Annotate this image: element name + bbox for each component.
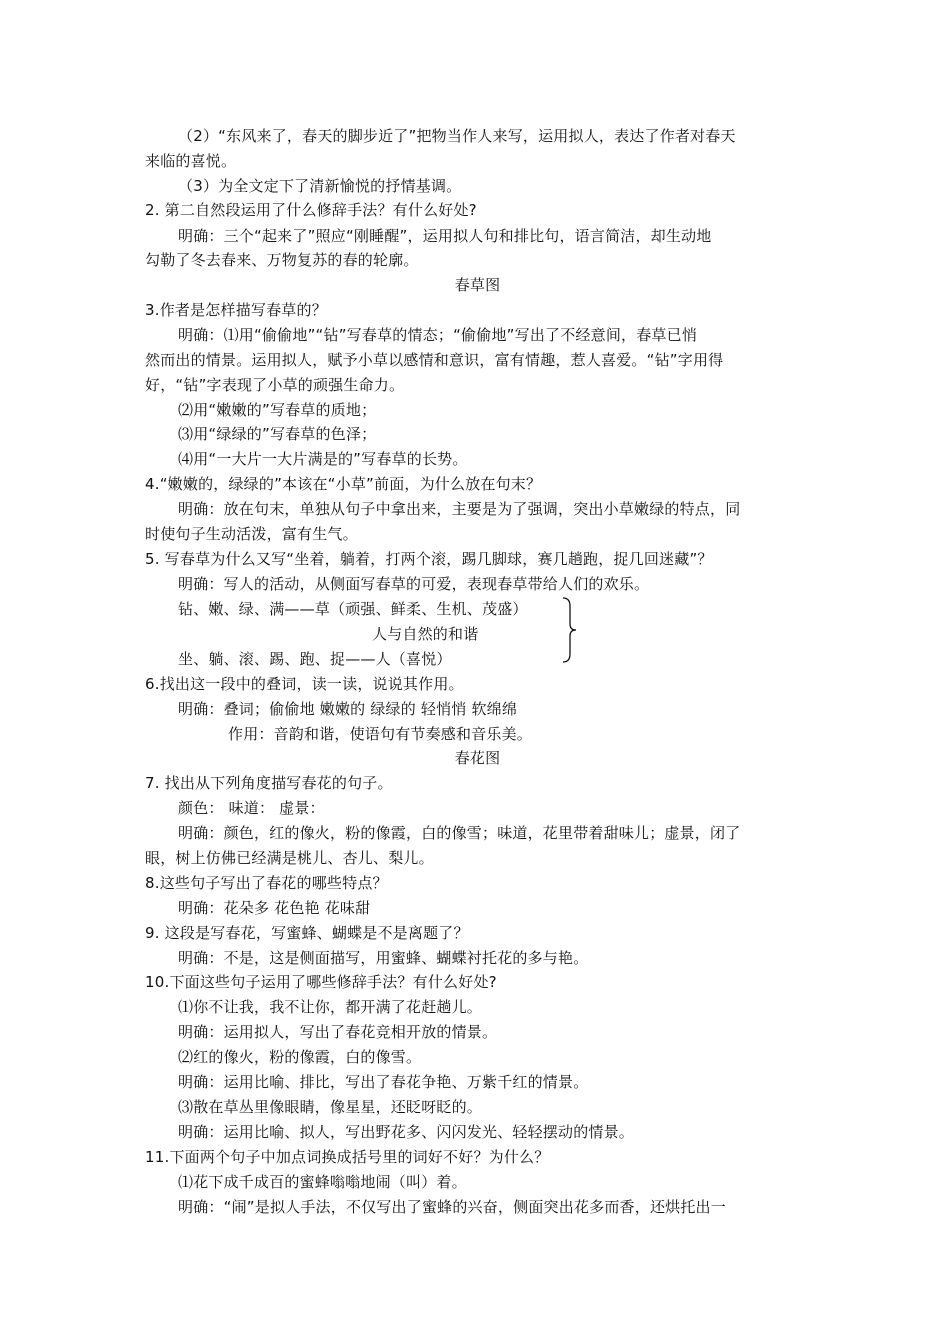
text-line: 明确：“闹”是拟人手法，不仅写出了蜜蜂的兴奋，侧面突出花多而香，还烘托出一 bbox=[178, 1198, 726, 1216]
question-heading: 10.下面这些句子运用了哪些修辞手法？有什么好处? bbox=[145, 973, 497, 991]
text-line: 明确：花朵多 花色艳 花味甜 bbox=[178, 899, 371, 917]
text-line: 作用：音韵和谐，使语句有节奏感和音乐美。 bbox=[228, 725, 533, 743]
text-line: 明确：写人的活动，从侧面写春草的可爱，表现春草带给人们的欢乐。 bbox=[178, 575, 650, 593]
question-heading: 4.“嫩嫩的，绿绿的”本该在“小草”前面，为什么放在句末？ bbox=[145, 475, 542, 493]
text-line: ⑵用“嫩嫩的”写春草的质地； bbox=[178, 401, 377, 419]
question-heading: 8.这些句子写出了春花的哪些特点？ bbox=[145, 874, 388, 892]
text-line: ⑴花下成千成百的蜜蜂嗡嗡地闹（叫）着。 bbox=[178, 1173, 467, 1191]
section-title: 春花图 bbox=[454, 749, 501, 767]
right-brace-icon bbox=[560, 596, 580, 664]
question-heading: 2. 第二自然段运用了什么修辞手法？有什么好处? bbox=[145, 201, 477, 219]
text-line: 明确：放在句末，单独从句子中拿出来，主要是为了强调，突出小草嫩绿的特点，同 bbox=[178, 500, 741, 518]
question-heading: 9. 这段是写春花，写蜜蜂、蝴蝶是不是离题了？ bbox=[145, 924, 469, 942]
question-heading: 3.作者是怎样描写春草的？ bbox=[145, 301, 327, 319]
text-line: 明确：颜色，红的像火，粉的像霞，白的像雪；味道，花里带着甜味儿；虚景，闭了 bbox=[178, 824, 741, 842]
diagram-center-label: 人与自然的和谐 bbox=[372, 625, 479, 643]
text-line: 明确：运用比喻、拟人，写出野花多、闪闪发光、轻轻摆动的情景。 bbox=[178, 1123, 635, 1141]
question-heading: 11.下面两个句子中加点词换成括号里的词好不好？为什么？ bbox=[145, 1148, 550, 1166]
text-line: ⑵红的像火，粉的像霞，白的像雪。 bbox=[178, 1048, 422, 1066]
text-line: 明确：三个“起来了”照应“刚睡醒”，运用拟人句和排比句，语言简洁，却生动地 bbox=[178, 227, 712, 245]
question-heading: 6.找出这一段中的叠词，读一读，说说其作用。 bbox=[145, 675, 464, 693]
section-title: 春草图 bbox=[454, 276, 501, 294]
text-line: 明确：运用比喻、排比，写出了春花争艳、万紫千红的情景。 bbox=[178, 1073, 589, 1091]
diagram-line-people: 坐、躺、滚、踢、跑、捉——人（喜悦） bbox=[178, 650, 452, 668]
text-line: 来临的喜悦。 bbox=[145, 152, 237, 170]
text-line: ⑶用“绿绿的”写春草的色泽； bbox=[178, 425, 377, 443]
text-line: （3）为全文定下了清新愉悦的抒情基调。 bbox=[178, 177, 462, 195]
text-line: 颜色： 味道： 虚景： bbox=[178, 799, 325, 817]
text-line: 时使句子生动活泼，富有生气。 bbox=[145, 525, 358, 543]
text-line: 然而出的情景。运用拟人，赋予小草以感情和意识，富有情趣，惹人喜爱。“钻”字用得 bbox=[145, 351, 724, 369]
text-line: 明确：不是，这是侧面描写，用蜜蜂、蝴蝶衬托花的多与艳。 bbox=[178, 949, 589, 967]
text-line: ⑷用“一大片一大片满是的”写春草的长势。 bbox=[178, 450, 468, 468]
text-line: 勾勒了冬去春来、万物复苏的春的轮廓。 bbox=[145, 251, 419, 269]
diagram-line-grass: 钻、嫩、绿、满——草（顽强、鲜柔、生机、茂盛） bbox=[178, 600, 528, 618]
text-line: 明确：运用拟人，写出了春花竞相开放的情景。 bbox=[178, 1023, 498, 1041]
text-line: 明确：叠词；偷偷地 嫩嫩的 绿绿的 轻悄悄 软绵绵 bbox=[178, 700, 518, 718]
question-heading: 5. 写春草为什么又写“坐着，躺着，打两个滚，踢几脚球，赛几趟跑，捉几回迷藏”？ bbox=[145, 550, 713, 568]
text-line: ⑶散在草丛里像眼睛，像星星，还眨呀眨的。 bbox=[178, 1098, 483, 1116]
text-line: 好，“钻”字表现了小草的顽强生命力。 bbox=[145, 376, 405, 394]
text-line: （2）“东风来了，春天的脚步近了”把物当作人来写，运用拟人，表达了作者对春天 bbox=[178, 127, 736, 145]
text-line: ⑴你不让我，我不让你，都开满了花赶趟儿。 bbox=[178, 998, 483, 1016]
question-heading: 7. 找出从下列角度描写春花的句子。 bbox=[145, 774, 393, 792]
text-line: 明确：⑴用“偷偷地”“钻”写春草的情态；“偷偷地”写出了不经意间，春草已悄 bbox=[178, 326, 698, 344]
text-line: 眼，树上仿佛已经满是桃儿、杏儿、梨儿。 bbox=[145, 849, 434, 867]
